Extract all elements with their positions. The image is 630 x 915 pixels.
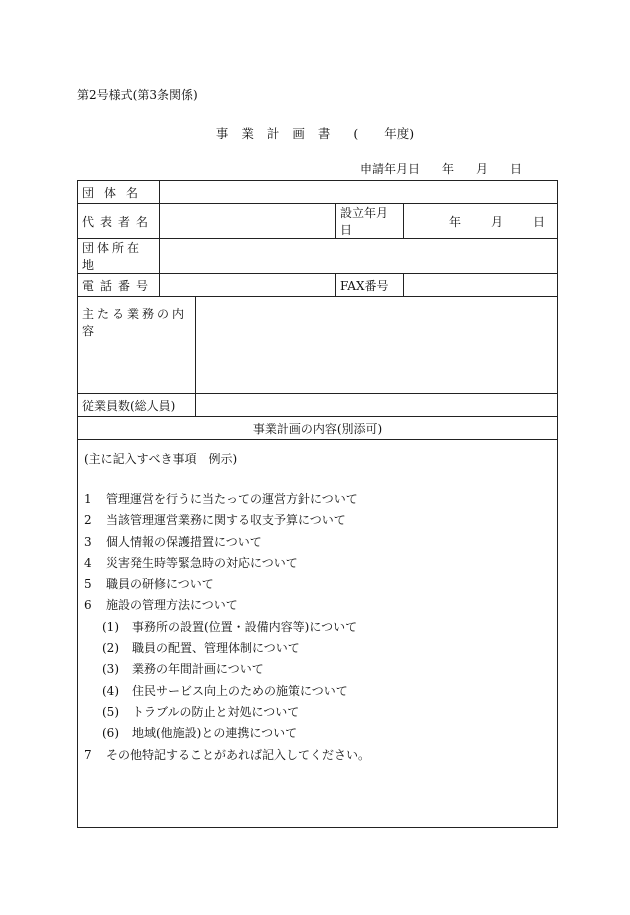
plan-item-num: 4 (84, 555, 92, 570)
plan-items (84, 489, 551, 617)
plan-subitem (102, 681, 551, 702)
title-paren: ( (353, 126, 359, 141)
input-representative[interactable] (160, 204, 336, 239)
row-plan-content (78, 440, 558, 828)
plan-subitem-text: トラブルの防止と対処について (132, 704, 300, 719)
row-address (78, 239, 558, 274)
plan-item-final (84, 745, 551, 766)
label-org-name: 団体名 (78, 181, 160, 204)
plan-intro: (主に記入すべき事項 例示) (84, 452, 238, 466)
plan-subitem-text: 業務の年間計画について (132, 662, 264, 677)
label-address: 団体所在地 (78, 239, 160, 274)
plan-item-num: 5 (84, 577, 92, 592)
plan-item-text: 職員の研修について (106, 577, 214, 592)
plan-subitem-text: 職員の配置、管理体制について (132, 641, 300, 656)
row-org-name (78, 181, 558, 204)
apply-date-month: 月 (476, 162, 489, 176)
plan-item-final-text: その他特記することがあれば記入してください。 (106, 747, 371, 762)
input-established[interactable] (404, 204, 558, 239)
input-fax[interactable] (404, 274, 558, 297)
application-form-table (77, 180, 558, 828)
plan-item-text: 災害発生時等緊急時の対応について (106, 555, 298, 570)
plan-subitem-text: 事務所の設置(位置・設備内容等)について (132, 619, 358, 634)
plan-subitem-num: (3) (102, 662, 119, 677)
plan-item-text: 当該管理運営業務に関する収支予算について (106, 513, 346, 528)
plan-item (84, 553, 551, 574)
plan-subitems (84, 617, 551, 745)
row-business (78, 297, 558, 394)
apply-date-day: 日 (510, 162, 523, 176)
plan-subitem (102, 702, 551, 723)
plan-subitem-text: 住民サービス向上のための施策について (132, 683, 348, 698)
row-employees (78, 394, 558, 417)
plan-item (84, 595, 551, 616)
input-business[interactable] (196, 297, 558, 394)
row-plan-header (78, 417, 558, 440)
plan-subitem (102, 617, 551, 638)
plan-subitem (102, 659, 551, 680)
plan-header: 事業計画の内容(別添可) (78, 417, 558, 440)
plan-subitem (102, 638, 551, 659)
plan-item (84, 574, 551, 595)
label-business: 主たる業務の内容 (78, 297, 196, 394)
plan-subitem-num: (6) (102, 726, 119, 741)
apply-date-label: 申請年月日 (360, 162, 421, 176)
plan-content[interactable] (78, 440, 558, 828)
est-month: 月 (490, 214, 503, 229)
input-org-name[interactable] (160, 181, 558, 204)
plan-item-num: 3 (84, 534, 92, 549)
plan-item-text: 管理運営を行うに当たっての運営方針について (106, 492, 358, 506)
plan-subitem-num: (5) (102, 704, 119, 719)
plan-subitem-num: (2) (102, 641, 119, 656)
row-representative (78, 204, 558, 239)
plan-item-num: 2 (84, 513, 92, 528)
label-phone: 電話番号 (78, 274, 160, 297)
label-established: 設立年月日 (336, 204, 404, 239)
input-employees[interactable] (196, 394, 558, 417)
label-employees: 従業員数(総人員) (78, 394, 196, 417)
plan-item-final-num: 7 (84, 747, 92, 762)
input-address[interactable] (160, 239, 558, 274)
plan-subitem-text: 地域(他施設)との連携について (132, 726, 298, 741)
est-year: 年 (448, 214, 461, 229)
plan-item-num: 6 (84, 598, 92, 613)
input-phone[interactable] (160, 274, 336, 297)
plan-item-text: 個人情報の保護措置について (106, 534, 262, 549)
plan-subitem-num: (4) (102, 683, 119, 698)
plan-item-num: 1 (84, 492, 92, 506)
plan-item (84, 510, 551, 531)
plan-subitem (102, 723, 551, 744)
est-day: 日 (532, 214, 545, 229)
title-main: 事業計画書 (215, 126, 344, 141)
plan-item (84, 489, 551, 510)
page-title (0, 124, 630, 142)
form-id: 第2号様式(第3条関係) (77, 88, 198, 102)
title-year: 年度) (384, 126, 415, 141)
label-representative: 代表者名 (78, 204, 160, 239)
plan-item-text: 施設の管理方法について (106, 598, 238, 613)
apply-date-year: 年 (442, 162, 455, 176)
apply-date (360, 160, 522, 177)
row-phone (78, 274, 558, 297)
plan-subitem-num: (1) (102, 619, 119, 634)
label-fax: FAX番号 (336, 274, 404, 297)
plan-item (84, 532, 551, 553)
